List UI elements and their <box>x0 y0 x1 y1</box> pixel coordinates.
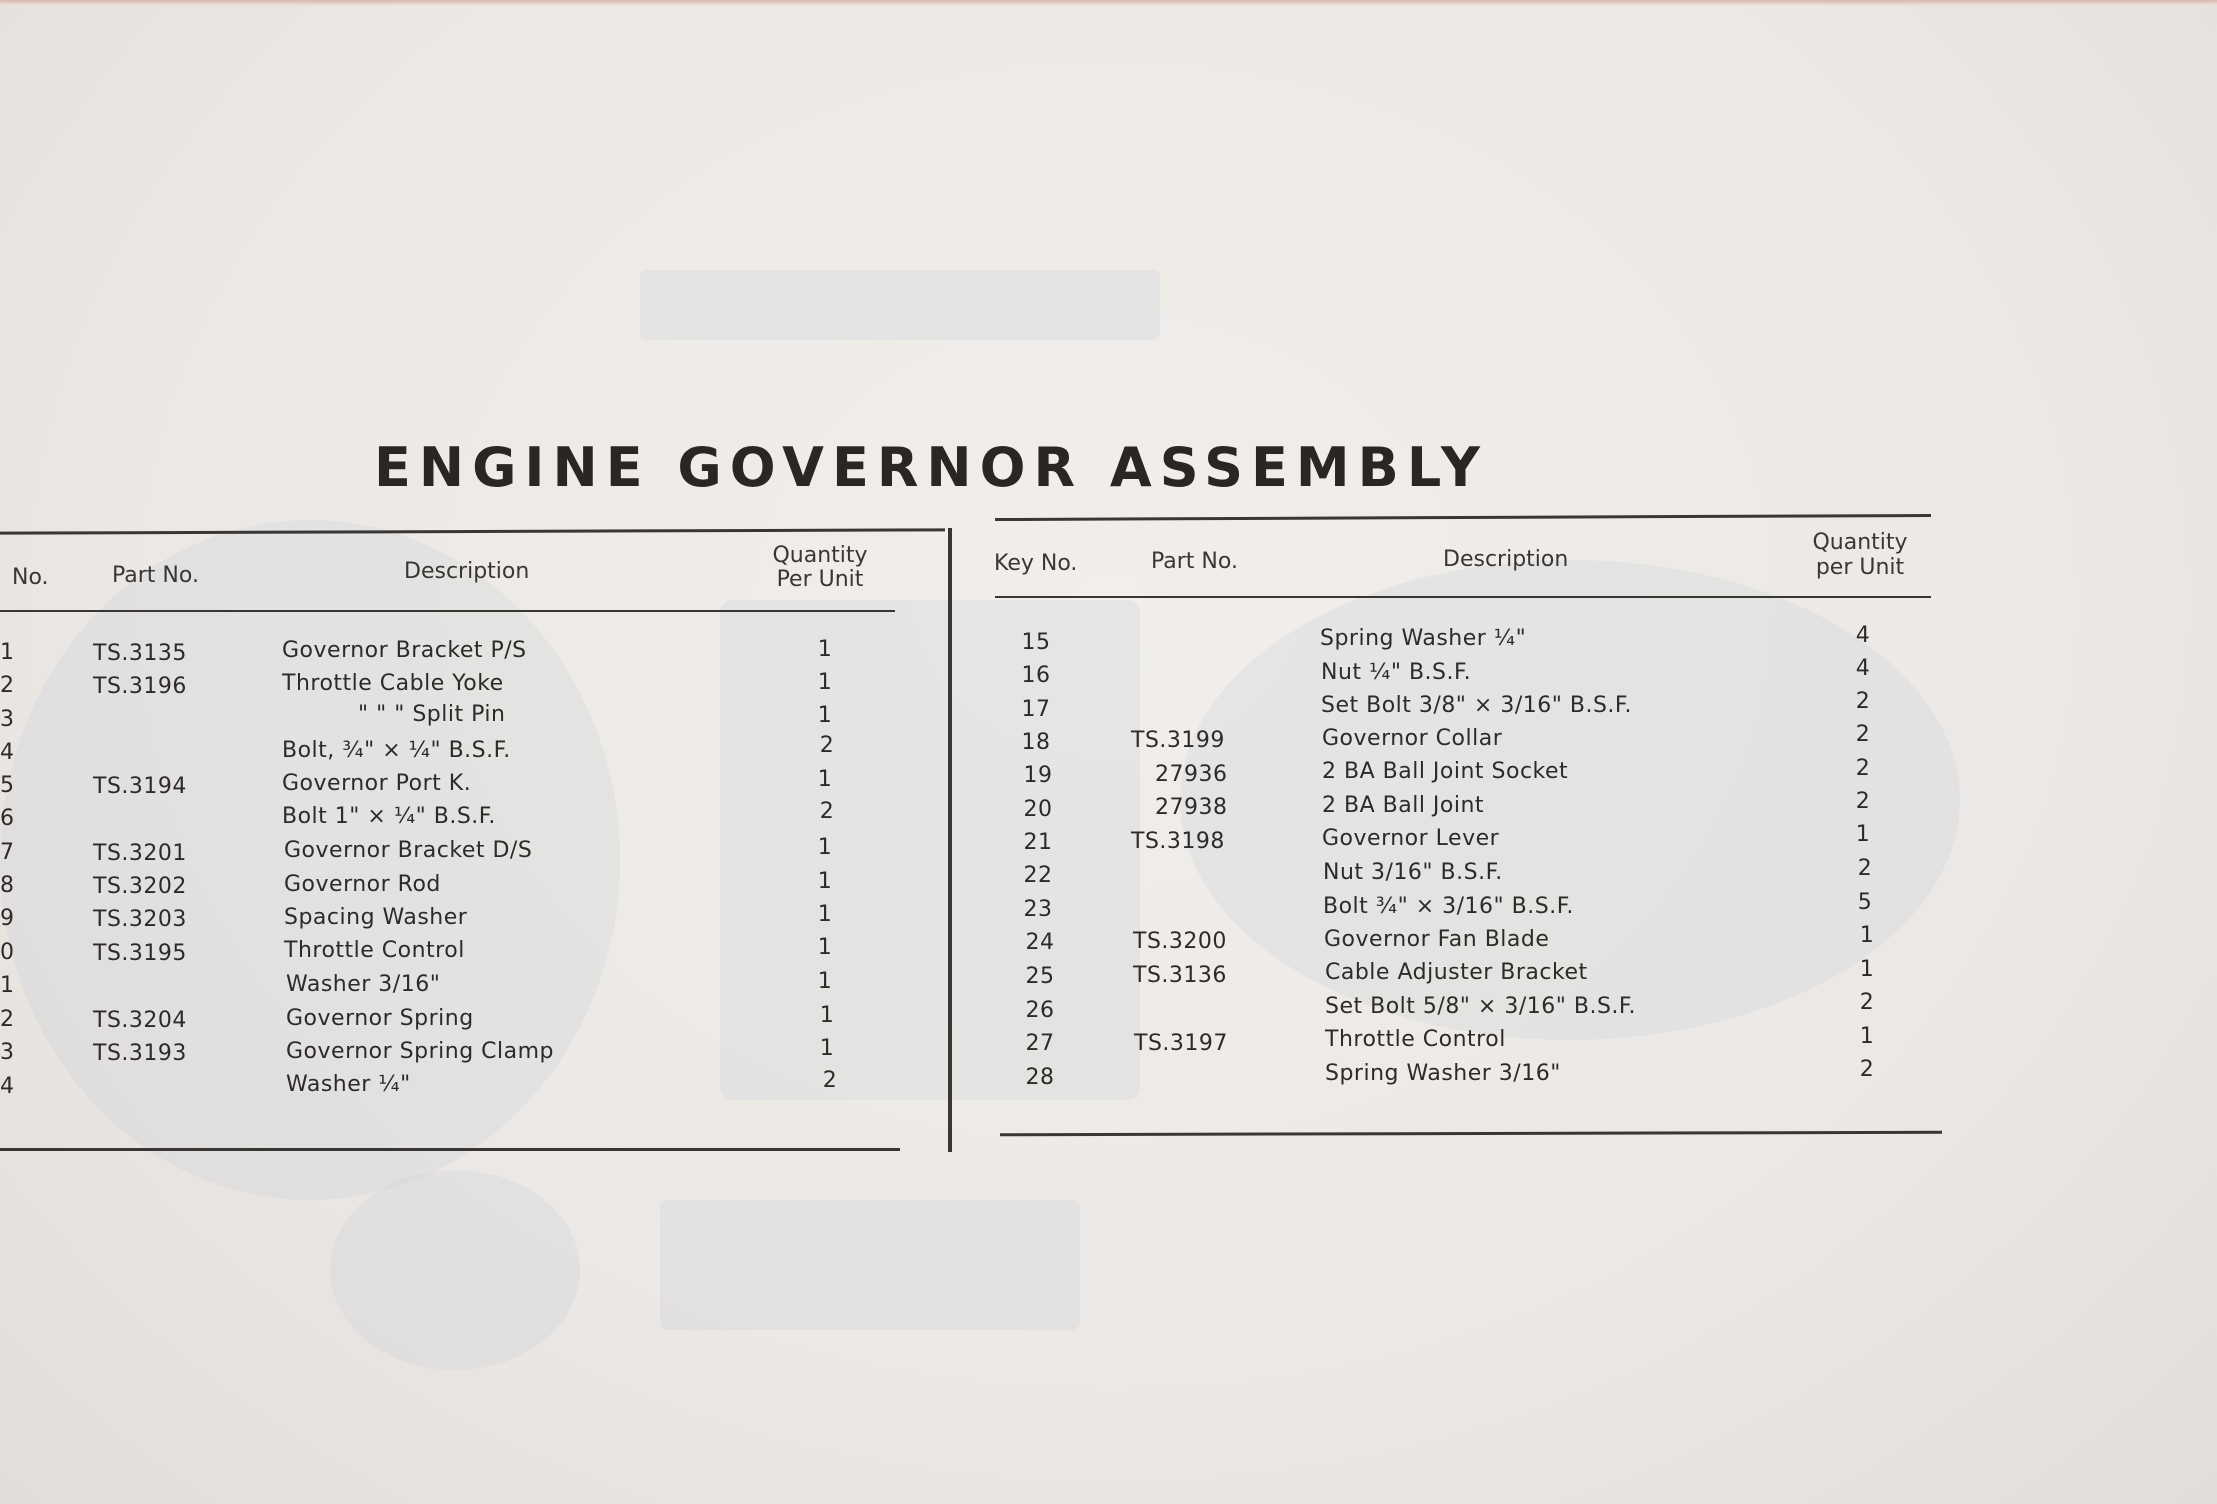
row-quantity: 1 <box>1855 822 1871 847</box>
left-header-part-no: Part No. <box>112 563 199 588</box>
row-key-no: 23 <box>1023 897 1053 922</box>
row-quantity: 1 <box>817 767 833 792</box>
row-quantity: 1 <box>817 637 833 662</box>
row-description: Governor Bracket D/S <box>284 838 533 863</box>
row-part-no: TS.3193 <box>93 1041 187 1066</box>
row-no: 0 <box>0 940 15 965</box>
row-no: 7 <box>0 840 15 865</box>
right-header-description: Description <box>1443 547 1569 572</box>
row-quantity: 1 <box>817 902 833 927</box>
row-quantity: 1 <box>1859 957 1875 982</box>
row-description: Washer ¼" <box>286 1072 411 1097</box>
row-description: Governor Bracket P/S <box>282 638 527 663</box>
row-key-no: 25 <box>1025 964 1055 989</box>
row-quantity: 2 <box>819 799 835 824</box>
row-part-no: TS.3201 <box>93 841 187 866</box>
row-no: 2 <box>0 673 15 698</box>
row-no: 4 <box>0 740 15 765</box>
row-description: Bolt ¾" × 3/16" B.S.F. <box>1323 894 1574 919</box>
row-no: 3 <box>0 707 15 732</box>
row-no: 1 <box>0 640 15 665</box>
row-part-no: TS.3135 <box>93 641 187 666</box>
row-quantity: 5 <box>1857 890 1873 915</box>
row-description: Spacing Washer <box>284 905 468 930</box>
row-key-no: 22 <box>1023 863 1053 888</box>
row-key-no: 27 <box>1025 1031 1055 1056</box>
row-description: Spring Washer 3/16" <box>1325 1061 1561 1086</box>
row-description: Throttle Cable Yoke <box>282 671 504 696</box>
row-key-no: 24 <box>1025 930 1055 955</box>
row-description: 2 BA Ball Joint Socket <box>1322 759 1569 784</box>
right-header-part-no: Part No. <box>1151 549 1238 574</box>
row-part-no: TS.3203 <box>93 907 187 932</box>
row-quantity: 2 <box>1855 722 1871 747</box>
row-key-no: 16 <box>1021 663 1051 688</box>
row-description: " " " Split Pin <box>358 702 506 727</box>
row-description: Cable Adjuster Bracket <box>1325 960 1588 985</box>
bleed-through-shape <box>660 1200 1080 1330</box>
row-quantity: 1 <box>819 1003 835 1028</box>
bleed-through-shape <box>330 1170 580 1370</box>
row-key-no: 21 <box>1023 830 1053 855</box>
row-part-no: TS.3196 <box>93 674 187 699</box>
page-edge <box>0 0 2217 6</box>
row-description: Governor Spring <box>286 1006 474 1031</box>
row-no: 4 <box>0 1074 15 1099</box>
row-description: Washer 3/16" <box>286 972 441 997</box>
row-quantity: 4 <box>1855 656 1871 681</box>
row-part-no: 27936 <box>1155 762 1228 787</box>
row-quantity: 1 <box>817 869 833 894</box>
row-description: Governor Lever <box>1322 826 1500 851</box>
row-quantity: 2 <box>1857 856 1873 881</box>
row-part-no: TS.3194 <box>93 774 187 799</box>
row-no: 5 <box>0 773 15 798</box>
row-no: 3 <box>0 1040 15 1065</box>
row-quantity: 2 <box>819 733 835 758</box>
row-key-no: 15 <box>1021 630 1051 655</box>
left-header-rule <box>0 610 895 612</box>
row-quantity: 1 <box>817 670 833 695</box>
row-quantity: 4 <box>1855 623 1871 648</box>
bleed-through-shape <box>720 600 1140 1100</box>
row-quantity: 1 <box>1859 1024 1875 1049</box>
row-part-no: TS.3197 <box>1134 1031 1228 1056</box>
row-description: Governor Rod <box>284 872 441 897</box>
row-description: Set Bolt 3/8" × 3/16" B.S.F. <box>1321 693 1633 718</box>
right-header-qty-1: Quantity <box>1812 530 1908 555</box>
row-part-no: TS.3199 <box>1131 728 1225 753</box>
row-quantity: 1 <box>817 703 833 728</box>
left-header-qty-1: Quantity <box>772 543 868 568</box>
row-key-no: 28 <box>1025 1065 1055 1090</box>
row-no: 6 <box>0 806 15 831</box>
row-part-no: TS.3198 <box>1131 829 1225 854</box>
right-header-rule <box>995 596 1931 598</box>
row-key-no: 19 <box>1023 763 1053 788</box>
row-description: Governor Fan Blade <box>1324 927 1550 952</box>
row-description: Throttle Control <box>1325 1027 1506 1052</box>
row-key-no: 18 <box>1021 730 1051 755</box>
row-quantity: 2 <box>1859 990 1875 1015</box>
row-part-no: 27938 <box>1155 795 1228 820</box>
left-header-qty-2: Per Unit <box>776 567 864 592</box>
right-header-qty-2: per Unit <box>1815 555 1905 580</box>
column-divider <box>948 528 952 1152</box>
row-description: Nut 3/16" B.S.F. <box>1323 860 1503 885</box>
left-header-description: Description <box>404 559 530 584</box>
left-header-no: No. <box>12 565 49 590</box>
row-no: 1 <box>0 973 15 998</box>
page-title: ENGINE GOVERNOR ASSEMBLY <box>374 436 1488 499</box>
row-quantity: 1 <box>817 969 833 994</box>
right-header-key-no: Key No. <box>994 551 1078 576</box>
row-key-no: 26 <box>1025 998 1055 1023</box>
row-description: Bolt 1" × ¼" B.S.F. <box>282 804 496 829</box>
row-key-no: 17 <box>1021 697 1051 722</box>
row-part-no: TS.3195 <box>93 941 187 966</box>
row-description: Nut ¼" B.S.F. <box>1321 660 1472 685</box>
row-description: 2 BA Ball Joint <box>1322 793 1485 818</box>
row-part-no: TS.3204 <box>93 1008 187 1033</box>
row-quantity: 1 <box>817 935 833 960</box>
row-quantity: 2 <box>1859 1057 1875 1082</box>
row-part-no: TS.3200 <box>1133 929 1227 954</box>
row-quantity: 2 <box>1855 756 1871 781</box>
row-part-no: TS.3202 <box>93 874 187 899</box>
row-quantity: 2 <box>822 1068 838 1093</box>
row-quantity: 2 <box>1855 789 1871 814</box>
left-bottom-rule <box>0 1148 900 1151</box>
row-description: Throttle Control <box>284 938 465 963</box>
bleed-through-shape <box>640 270 1160 340</box>
row-description: Spring Washer ¼" <box>1320 626 1527 651</box>
row-quantity: 1 <box>819 1036 835 1061</box>
row-description: Governor Spring Clamp <box>286 1039 555 1064</box>
row-key-no: 20 <box>1023 797 1053 822</box>
row-description: Governor Port K. <box>282 771 472 796</box>
row-description: Bolt, ¾" × ¼" B.S.F. <box>282 738 511 763</box>
row-description: Set Bolt 5/8" × 3/16" B.S.F. <box>1325 994 1637 1019</box>
row-quantity: 1 <box>817 835 833 860</box>
row-part-no: TS.3136 <box>1133 963 1227 988</box>
row-no: 2 <box>0 1007 15 1032</box>
row-description: Governor Collar <box>1322 726 1503 751</box>
row-no: 9 <box>0 906 15 931</box>
row-quantity: 2 <box>1855 689 1871 714</box>
row-quantity: 1 <box>1859 923 1875 948</box>
row-no: 8 <box>0 873 15 898</box>
